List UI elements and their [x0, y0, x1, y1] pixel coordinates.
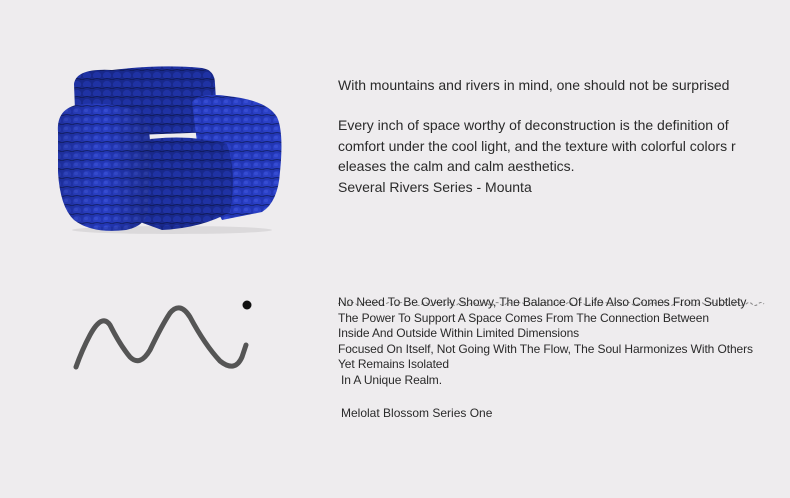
- philosophy-line-6: In A Unique Realm.: [341, 372, 442, 387]
- philosophy-line-3: Inside And Outside Within Limited Dimensions: [338, 326, 580, 340]
- philosophy-line-2: The Power To Support A Space Comes From The Connection Between: [338, 310, 709, 325]
- intro-series-name: Several Rivers Series - Mounta: [338, 178, 532, 195]
- intro-text-block: [338, 75, 758, 197]
- philosophy-text-block: [338, 295, 768, 388]
- armchair-image: [52, 62, 287, 234]
- intro-heading: With mountains and rivers in mind, one should not be surprised: [338, 77, 730, 93]
- intro-paragraph-line-2: comfort under the cool light, and the texture with colorful colors r: [338, 137, 736, 154]
- philosophy-line-4: Focused On Itself, Not Going With The Flow, The Soul Harmonizes With Others: [338, 341, 753, 356]
- philosophy-line-1: No Need To Be Overly Showy, The Balance Of Life Also Comes From Subtlety: [338, 295, 747, 309]
- wave-line-icon: [70, 295, 260, 375]
- intro-paragraph-line-1: Every inch of space worthy of deconstruction is the definition of: [338, 117, 729, 134]
- philosophy-line-5: Yet Remains Isolated: [338, 357, 449, 371]
- intro-paragraph-line-3: eleases the calm and calm aesthetics.: [338, 158, 575, 175]
- blossom-series-name: Melolat Blossom Series One: [341, 406, 493, 420]
